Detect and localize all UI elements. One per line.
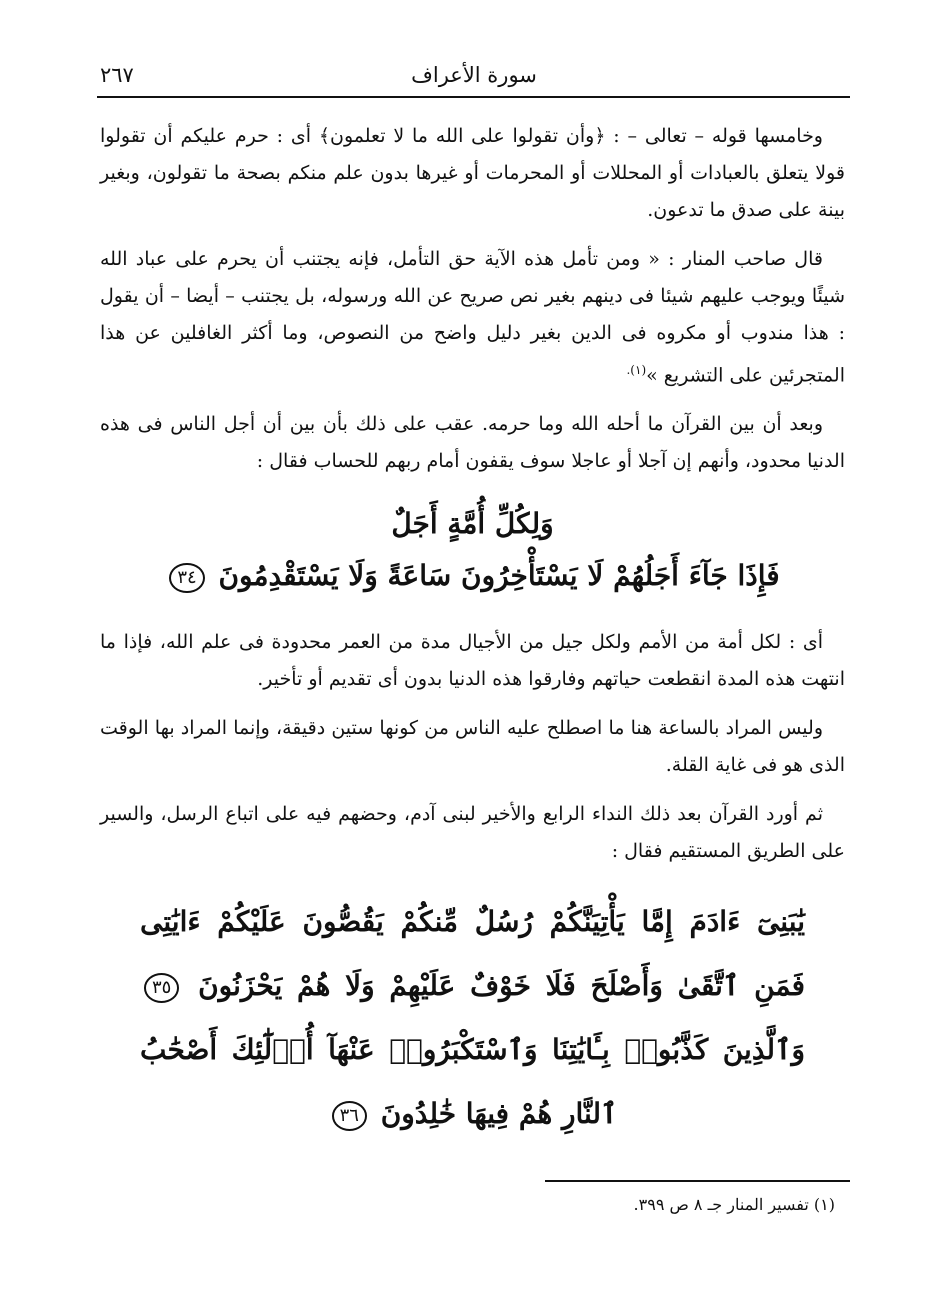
footnote-ref: (١). <box>626 363 647 377</box>
page-header <box>100 60 848 94</box>
paragraph-1: وخامسها قوله – تعالى – : ﴿وأن تقولوا على الله ما لا تعلمون﴾ أى : حرم عليكم أن تقولوا قولا يتعلق بالعبادات أو المحللات أو المحرمات أو غيرها بدون علم منكم بصحة ما تقولون، وبغير بينة على صدق ما تدعون. <box>100 125 845 221</box>
paragraph-2 <box>100 241 845 394</box>
ayah-number-marker: ٣٤ <box>169 563 204 593</box>
paragraph-2-text: قال صاحب المنار : « ومن تأمل هذه الآية حق التأمل، فإنه يجتنب أن يحرم على عباد الله شيئًا ويوجب عليهم شيئا فى دينهم بغير نص صريح عن الله ورسوله، بل يجتنب – أيضا – أن يقول : هذا مندوب أو مكروه فى الدين بغير دليل واضح من النصوص، وما أكثر الغافلين عن هذا المتجرئين على التشريع » <box>100 248 845 387</box>
quran-verses-35-36 <box>140 890 805 1146</box>
verse-34-text: فَإِذَا جَآءَ أَجَلُهُمْ لَا يَسْتَأْخِرُونَ سَاعَةً وَلَا يَسْتَقْدِمُونَ <box>218 559 780 593</box>
verse-36-text: وَٱلَّذِينَ كَذَّبُوا۟ بِـَٔايَٰتِنَا وَٱسْتَكْبَرُوا۟ عَنْهَآ أُو۟لَٰٓئِكَ أَصْحَٰبُ ٱلنَّارِ هُمْ فِيهَا خَٰلِدُونَ <box>140 1033 805 1131</box>
paragraph-3: وبعد أن بين القرآن ما أحله الله وما حرمه. عقب على ذلك بأن بين أن أجل الناس فى هذه الدنيا محدود، وأنهم إن آجلا أو عاجلا سوف يقفون أمام ربهم للحساب فقال : <box>100 413 845 473</box>
ayah-number-marker: ٣٦ <box>332 1101 367 1131</box>
surah-title: سورة الأعراف <box>411 63 537 87</box>
ayah-number-marker: ٣٥ <box>144 973 179 1003</box>
verse-34-line-1: وَلِكُلِّ أُمَّةٍ أَجَلٌ <box>391 507 554 541</box>
quran-verse-34 <box>130 498 815 602</box>
verse-35-text: يَٰبَنِىٓ ءَادَمَ إِمَّا يَأْتِيَنَّكُمْ رُسُلٌ مِّنكُمْ يَقُصُّونَ عَلَيْكُمْ ءَايَٰتِى فَمَنِ ٱتَّقَىٰ وَأَصْلَحَ فَلَا خَوْفٌ عَلَيْهِمْ وَلَا هُمْ يَحْزَنُونَ <box>140 905 805 1003</box>
footnote: (١) تفسير المنار جـ ٨ ص ٣٩٩. <box>633 1195 835 1214</box>
page-number: ٢٦٧ <box>100 63 134 87</box>
header-divider <box>97 96 850 98</box>
page-body <box>100 118 845 1156</box>
paragraph-4: أى : لكل أمة من الأمم ولكل جيل من الأجيال مدة من العمر محدودة فى علم الله، فإذا ما انتهت هذه المدة انقطعت حياتهم وفارقوا هذه الدنيا بدون أى تقديم أو تأخير. <box>100 631 845 691</box>
footnote-divider <box>545 1180 850 1182</box>
paragraph-5: وليس المراد بالساعة هنا ما اصطلح عليه الناس من كونها ستين دقيقة، وإنما المراد بها الوقت الذى هو فى غاية القلة. <box>100 717 845 777</box>
verse-34-line-2 <box>130 550 815 602</box>
paragraph-6: ثم أورد القرآن بعد ذلك النداء الرابع والأخير لبنى آدم، وحضهم فيه على اتباع الرسل، والسير على الطريق المستقيم فقال : <box>100 803 845 863</box>
